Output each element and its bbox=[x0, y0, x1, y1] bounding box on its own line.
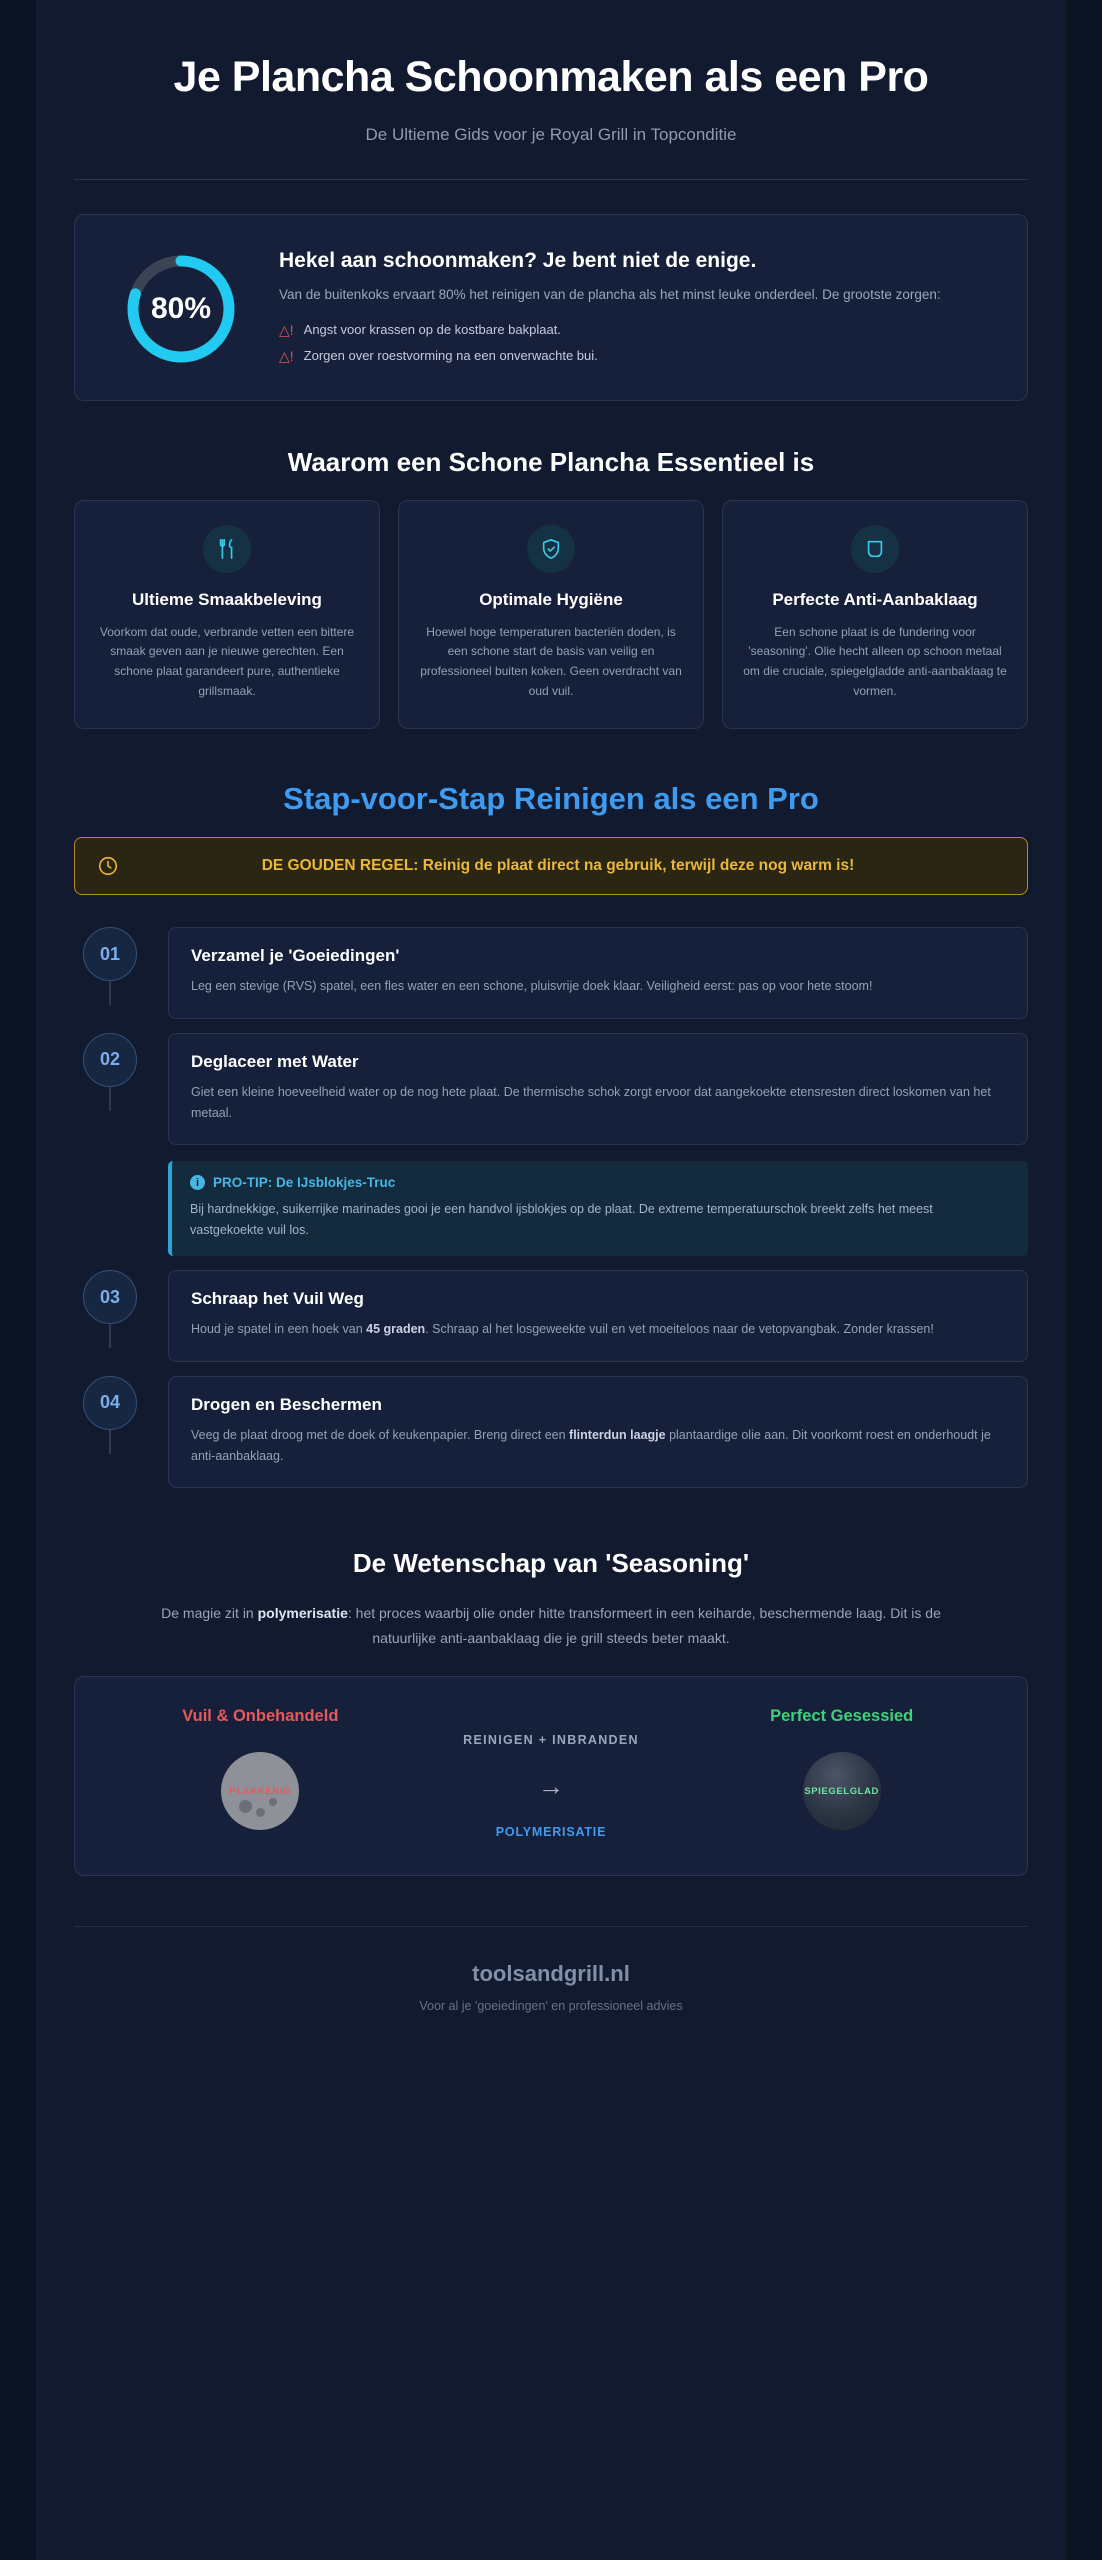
step-number: 02 bbox=[83, 1033, 137, 1087]
benefit-card bbox=[398, 500, 704, 729]
step-number: 01 bbox=[83, 927, 137, 981]
step-content bbox=[168, 1270, 1028, 1375]
clock-icon bbox=[97, 855, 119, 877]
step-number: 04 bbox=[83, 1376, 137, 1430]
seasoned-plate-graphic bbox=[803, 1752, 881, 1830]
process-sub-label: POLYMERISATIE bbox=[495, 1825, 607, 1840]
step-item bbox=[74, 1376, 1028, 1503]
shield-check-icon bbox=[527, 525, 575, 573]
comparison-before-label: Vuil & Onbehandeld bbox=[182, 1707, 339, 1726]
step-body-part: plantaardige olie aan. Dit voorkomt roest en onderhoudt je anti-aanbaklaag. bbox=[191, 1427, 991, 1463]
step-body-emph: 45 graden bbox=[366, 1322, 426, 1337]
infographic-content bbox=[36, 0, 1066, 2560]
benefit-title: Optimale Hygiëne bbox=[479, 589, 623, 609]
benefits-title: Waarom een Schone Plancha Essentieel is bbox=[287, 446, 815, 477]
worry-text: Angst voor krassen op de kostbare bakplaat. bbox=[303, 321, 561, 337]
benefit-card bbox=[74, 500, 380, 729]
step-marker bbox=[74, 1270, 146, 1348]
grime-spot bbox=[269, 1798, 277, 1806]
donut-percent-label: 80% bbox=[150, 291, 212, 325]
step-title: Verzamel je 'Goeiedingen' bbox=[191, 946, 400, 966]
footer-brand: toolsandgrill.nl bbox=[472, 1961, 630, 1987]
golden-rule-text: DE GOUDEN REGEL: Reinig de plaat direct na gebruik, terwijl deze nog warm is! bbox=[261, 856, 855, 874]
statistic-text bbox=[279, 241, 997, 374]
step-number: 03 bbox=[83, 1270, 137, 1324]
step-card bbox=[168, 1033, 1028, 1146]
footer bbox=[74, 1927, 1028, 2053]
page-subtitle: De Ultieme Gids voor je Royal Grill in Topconditie bbox=[365, 124, 737, 144]
dirty-plate-label: PLAKKERIG bbox=[229, 1785, 291, 1797]
step-body bbox=[191, 1425, 1005, 1468]
step-content bbox=[168, 1033, 1028, 1271]
header bbox=[74, 22, 1028, 145]
benefit-card bbox=[722, 500, 1028, 729]
warning-triangle-icon: △! bbox=[279, 347, 294, 364]
arrow-right-icon: → bbox=[538, 1771, 564, 1802]
step-card bbox=[168, 1270, 1028, 1361]
benefit-title: Ultieme Smaakbeleving bbox=[132, 589, 322, 609]
statistic-card bbox=[74, 214, 1028, 401]
footer-tagline: Voor al je 'goeiedingen' en professioneel advies bbox=[419, 1999, 683, 2014]
benefits-cards bbox=[74, 500, 1028, 729]
step-body: Giet een kleine hoeveelheid water op de nog hete plaat. De thermische schok zorgt ervoor dat aangekoekte etensresten direct loskomen van het metaal. bbox=[191, 1084, 991, 1120]
pro-tip-body: Bij hardnekkige, suikerrijke marinades gooi je een handvol ijsblokjes op de plaat. De extreme temperatuurschok breekt zelfs het meest vastgekoekte vuil los. bbox=[190, 1202, 933, 1237]
comparison-process bbox=[406, 1707, 697, 1839]
grime-spot bbox=[239, 1800, 252, 1813]
step-body-emph: flinterdun laagje bbox=[569, 1427, 666, 1442]
step-item bbox=[74, 1033, 1028, 1271]
grime-spot bbox=[256, 1808, 265, 1817]
comparison-before bbox=[115, 1707, 406, 1830]
dirty-plate-graphic bbox=[221, 1752, 299, 1830]
step-body: Leg een stevige (RVS) spatel, een fles water en een schone, pluisvrije doek klaar. Veiligheid eerst: pas op voor hete stoom! bbox=[191, 979, 873, 994]
step-body-part: . Schraap al het losgeweekte vuil en vet moeiteloos naar de vetopvangbak. Zonder krassen! bbox=[425, 1322, 934, 1337]
science-intro-part: : het proces waarbij olie onder hitte transformeert in een keiharde, beschermende laag. Dit is de natuurlijke anti-aanbaklaag die je grill steeds beter maakt. bbox=[347, 1605, 941, 1646]
list-item bbox=[279, 322, 997, 339]
statistic-body: Van de buitenkoks ervaart 80% het reinigen van de plancha als het minst leuke onderdeel. De grootste zorgen: bbox=[279, 287, 941, 303]
step-connector bbox=[109, 1430, 111, 1454]
step-connector bbox=[109, 1087, 111, 1111]
golden-rule-banner bbox=[74, 837, 1028, 895]
science-intro bbox=[74, 1601, 1028, 1650]
pan-icon bbox=[851, 525, 899, 573]
step-card bbox=[168, 1376, 1028, 1489]
step-title: Deglaceer met Water bbox=[191, 1051, 359, 1071]
pro-tip-title-row bbox=[190, 1175, 1008, 1190]
step-connector bbox=[109, 981, 111, 1005]
comparison-after-label: Perfect Gesessied bbox=[770, 1707, 914, 1726]
worry-list bbox=[279, 322, 997, 365]
list-item bbox=[279, 348, 997, 365]
step-content bbox=[168, 1376, 1028, 1503]
step-marker bbox=[74, 1033, 146, 1111]
info-icon: i bbox=[190, 1175, 205, 1190]
steps-title: Stap-voor-Stap Reinigen als een Pro bbox=[283, 780, 819, 816]
page-title: Je Plancha Schoonmaken als een Pro bbox=[173, 53, 929, 101]
statistic-heading: Hekel aan schoonmaken? Je bent niet de enige. bbox=[279, 248, 757, 272]
benefit-title: Perfecte Anti-Aanbaklaag bbox=[772, 589, 978, 609]
step-body-part: Houd je spatel in een hoek van bbox=[191, 1322, 367, 1337]
step-marker bbox=[74, 927, 146, 1005]
step-title: Schraap het Vuil Weg bbox=[191, 1289, 364, 1309]
pro-tip-title: PRO-TIP: De IJsblokjes-Truc bbox=[213, 1175, 396, 1191]
science-intro-part: De magie zit in bbox=[161, 1605, 258, 1622]
seasoned-plate-label: SPIEGELGLAD bbox=[804, 1785, 880, 1797]
donut-chart-wrap bbox=[105, 241, 253, 367]
step-connector bbox=[109, 1324, 111, 1348]
science-intro-emph: polymerisatie bbox=[257, 1605, 348, 1622]
comparison-panel bbox=[74, 1676, 1028, 1876]
benefit-body: Voorkom dat oude, verbrande vetten een bittere smaak geven aan je nieuwe gerechten. Een schone plaat garandeert pure, authentieke grillsmaak. bbox=[99, 624, 355, 699]
donut-chart bbox=[123, 251, 239, 367]
science-title: De Wetenschap van 'Seasoning' bbox=[352, 1548, 750, 1579]
benefit-body: Hoewel hoge temperaturen bacteriën doden, is een schone start de basis van veilig en professioneel buiten koken. Geen overdracht van oud vuil. bbox=[420, 624, 682, 699]
step-card bbox=[168, 927, 1028, 1018]
comparison-after bbox=[696, 1707, 987, 1830]
pro-tip-card bbox=[168, 1161, 1028, 1256]
steps-list bbox=[74, 927, 1028, 1502]
utensils-icon bbox=[203, 525, 251, 573]
step-item bbox=[74, 1270, 1028, 1375]
step-marker bbox=[74, 1376, 146, 1454]
step-body-part: Veeg de plaat droog met de doek of keukenpapier. Breng direct een bbox=[191, 1427, 570, 1442]
worry-text: Zorgen over roestvorming na een onverwachte bui. bbox=[303, 347, 598, 363]
benefit-body: Een schone plaat is de fundering voor 'seasoning'. Olie hecht alleen op schoon metaal om die cruciale, spiegelgladde anti-aanbaklaag te vormen. bbox=[743, 624, 1007, 699]
header-divider bbox=[74, 179, 1028, 180]
step-item bbox=[74, 927, 1028, 1032]
step-content bbox=[168, 927, 1028, 1032]
warning-triangle-icon: △! bbox=[279, 321, 294, 338]
step-body bbox=[191, 1319, 1005, 1340]
process-label: REINIGEN + INBRANDEN bbox=[463, 1733, 639, 1748]
step-title: Drogen en Beschermen bbox=[191, 1394, 382, 1414]
